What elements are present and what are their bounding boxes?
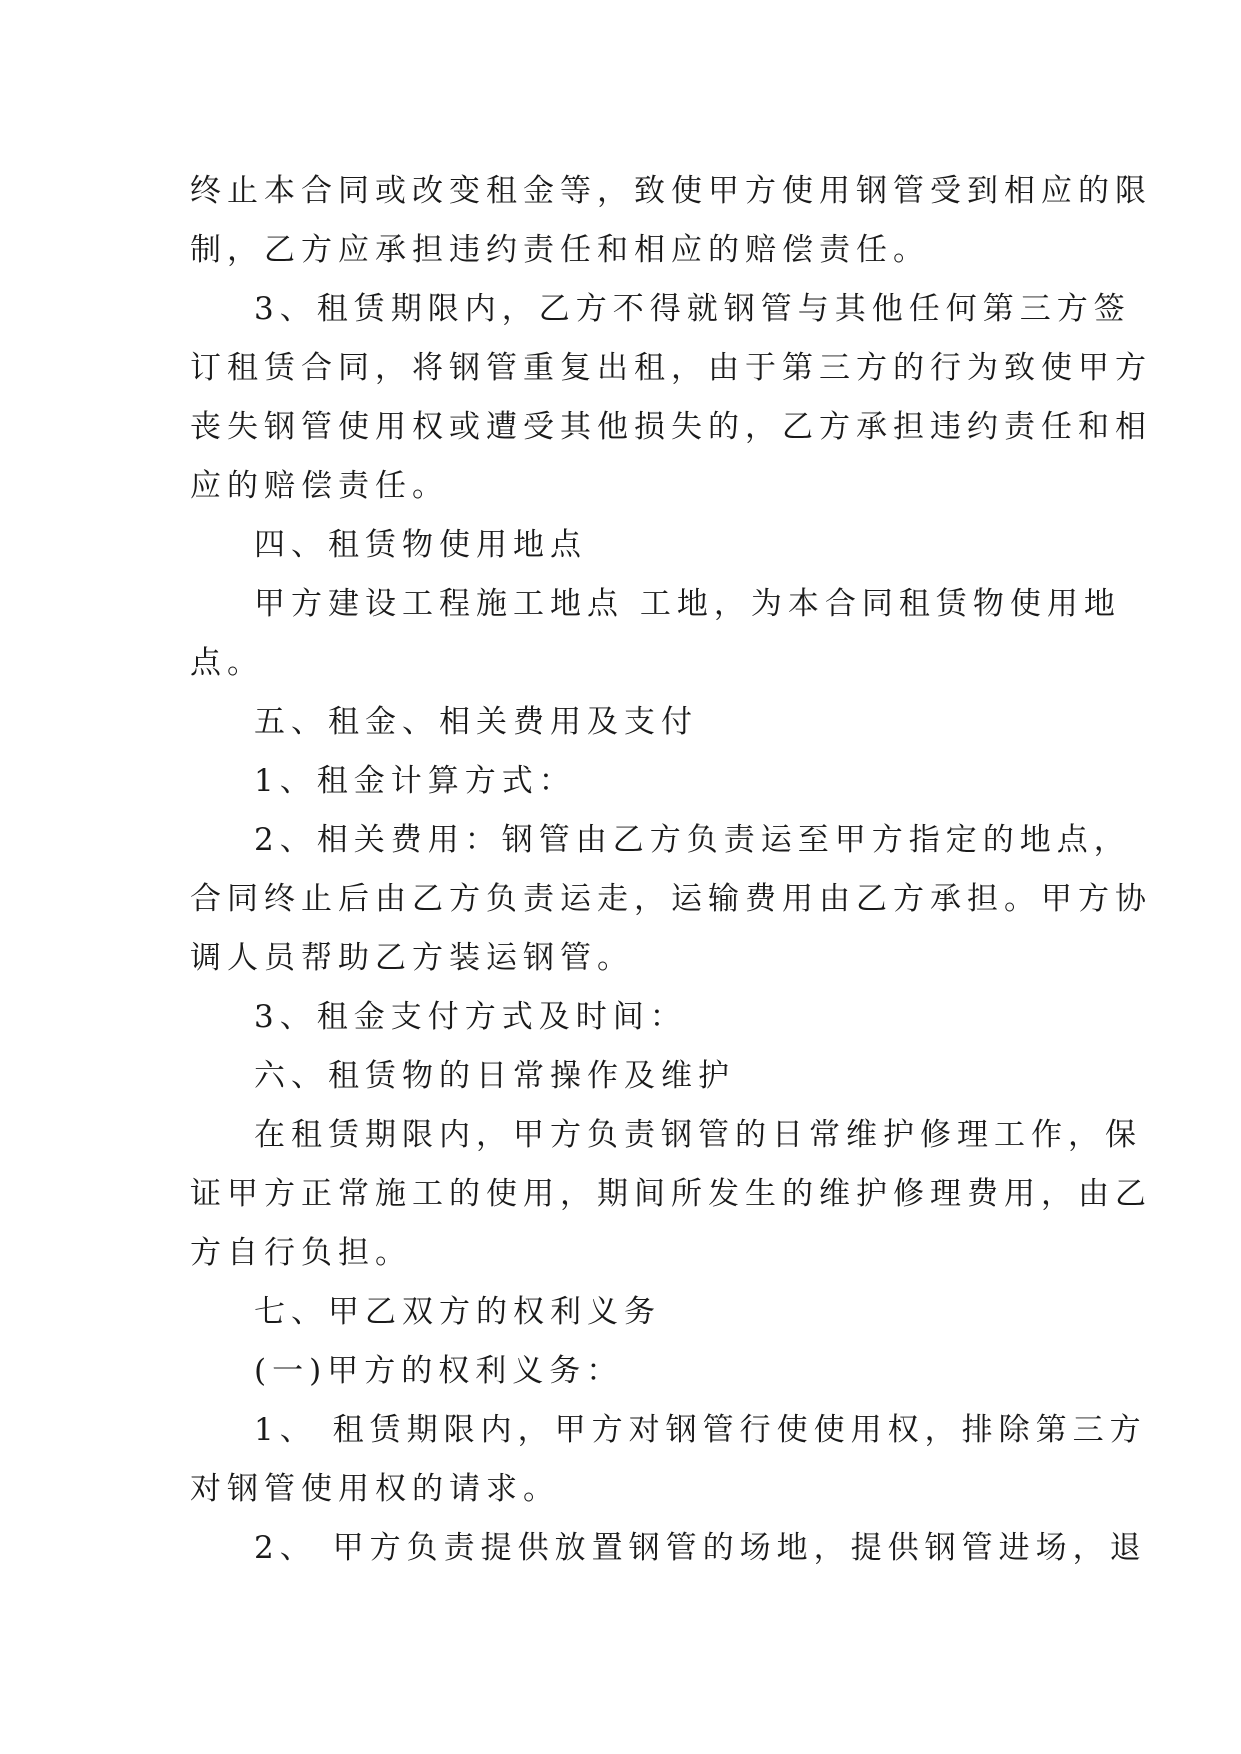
text-line: 制，乙方应承担违约责任和相应的赔偿责任。 [190,232,930,268]
clause-item: 2、相关费用：钢管由乙方负责运至甲方指定的地点， [254,822,1131,858]
text-line: 终止本合同或改变租金等，致使甲方使用钢管受到相应的限 [190,173,1152,209]
subsection-heading: (一)甲方的权利义务： [254,1353,624,1389]
clause-item: 1、租金计算方式： [254,763,576,799]
section-heading: 五、租金、相关费用及支付 [254,704,698,740]
text-line: 证甲方正常施工的使用，期间所发生的维护修理费用，由乙 [190,1176,1152,1212]
section-heading: 四、租赁物使用地点 [254,527,587,563]
section-heading: 六、租赁物的日常操作及维护 [254,1058,735,1094]
text-line: 丧失钢管使用权或遭受其他损失的，乙方承担违约责任和相 [190,409,1152,445]
text-line: 方自行负担。 [190,1235,412,1271]
text-line: 合同终止后由乙方负责运走，运输费用由乙方承担。甲方协 [190,881,1152,917]
paragraph-line: 甲方建设工程施工地点 工地，为本合同租赁物使用地 [254,586,1121,622]
clause-item: 3、租金支付方式及时间： [254,999,687,1035]
clause-item: 3、租赁期限内，乙方不得就钢管与其他任何第三方签 [254,291,1131,327]
text-line: 应的赔偿责任。 [190,468,449,504]
text-line: 对钢管使用权的请求。 [190,1471,560,1507]
clause-item: 1、 租赁期限内，甲方对钢管行使使用权，排除第三方 [254,1412,1147,1448]
paragraph-line: 在租赁期限内，甲方负责钢管的日常维护修理工作，保 [254,1117,1142,1153]
text-line: 调人员帮助乙方装运钢管。 [190,940,634,976]
text-line: 订租赁合同，将钢管重复出租，由于第三方的行为致使甲方 [190,350,1152,386]
section-heading: 七、甲乙双方的权利义务 [254,1294,661,1330]
document-body [190,162,1152,1578]
text-line: 点。 [190,645,264,681]
clause-item: 2、 甲方负责提供放置钢管的场地，提供钢管进场，退 [254,1530,1147,1566]
